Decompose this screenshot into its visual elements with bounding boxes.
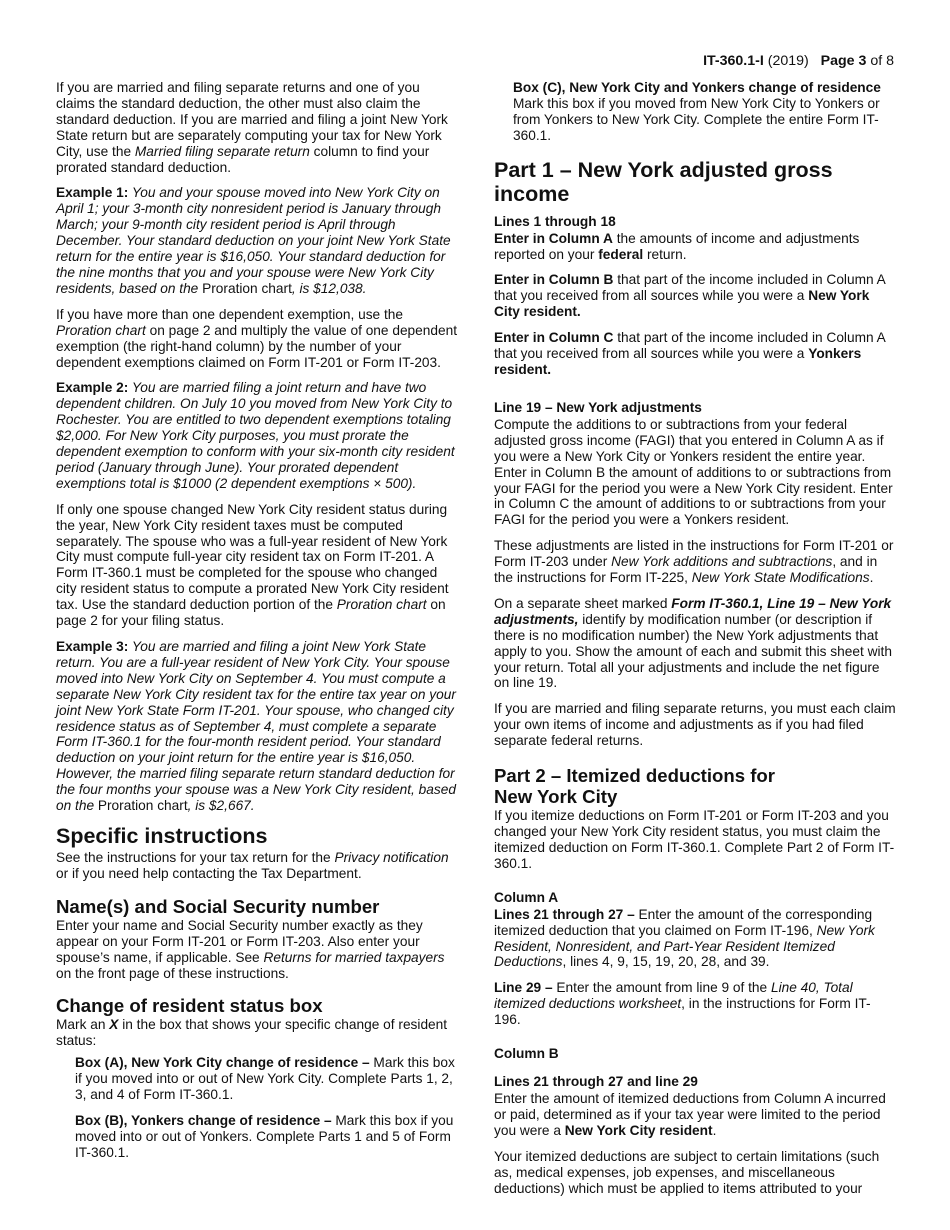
- married-separate-paragraph: If you are married and filing separate returns and one of you claims the standard deduction, the other must also claim the standard deduction. If you are married and filing a joint New York State return but are separately computing your tax for New York City, use the Married filing separate return column to find your prorated standard deduction.: [56, 80, 448, 175]
- example-2: Example 2: You are married filing a joint return and have two dependent children. On July 10 you moved from New York City to Rochester. You are entitled to two dependent exemptions totaling $2,000. For New York City purposes, you must prorate the dependent exemption to conform with your six-month city resident period (January through June). Your prorated dependent exemptions total is $1000 (2 dependent exemptions × 500).: [56, 380, 455, 491]
- left-column: [56, 80, 458, 1171]
- example-3: Example 3: You are married and filing a joint New York State return. You are a full-year resident of New York City. Your spouse moved into New York City on September 4. You must compute a separate New York City resident tax for the entire tax year on your joint New York State Form IT-201. Your spouse, who changed city residence status as of September 4, must complete a separate Form IT-360.1 for the four-month resident period. Your standard deduction on your joint return for the entire year is $16,050. However, the married filing separate return standard deduction for the four months your spouse was a New York City resident, based on the Proration chart, is $2,667.: [56, 639, 456, 814]
- page-number: 3: [858, 53, 867, 69]
- line-19-paragraph-4: If you are married and filing separate returns, you must each claim your own items of income and adjustments as if you had filed separate federal returns.: [494, 701, 896, 749]
- page-label: Page: [820, 53, 855, 69]
- dependent-exemption-paragraph: If you have more than one dependent exemption, use the Proration chart on page 2 and multiply the value of one dependent exemption (the right-hand column) by the number of your dependent exemptions claimed on Form IT-201 or Form IT-203.: [56, 306, 458, 370]
- column-b-paragraph-2: Your itemized deductions are subject to certain limitations (such as, medical expenses, job expenses, and miscellaneous deductions) which must be applied to items attributed to your: [494, 1148, 880, 1196]
- page-header: [703, 52, 894, 70]
- line-19-paragraph-2: These adjustments are listed in the instructions for Form IT-201 or Form IT-203 under New York additions and subtractions, and in the instructions for Form IT-225, New York State Modifications.: [494, 538, 894, 586]
- column-b-paragraph: Enter in Column B that part of the income included in Column A that you received from all sources while you were a New York City resident.: [494, 272, 886, 320]
- part2-paragraph: If you itemize deductions on Form IT-201 or Form IT-203 and you changed your New York City resident status, you must claim the itemized deduction on Form IT-360.1. Complete Part 2 of Form IT-360.1.: [494, 808, 895, 871]
- line-29-paragraph: Line 29 – Enter the amount from line 9 of the Line 40, Total itemized deductions worksheet, in the instructions for Form IT-196.: [494, 980, 871, 1028]
- names-ssn-paragraph: Enter your name and Social Security number exactly as they appear on your Form IT-201 or Form IT-203. Also enter your spouse’s name, if applicable. See Returns for married taxpayers on the front page of these instructions.: [56, 917, 445, 981]
- column-b-paragraph-1: Enter the amount of itemized deductions from Column A incurred or paid, determined as if your tax year were limited to the period you were a New York City resident.: [494, 1091, 886, 1138]
- box-b-paragraph: Box (B), Yonkers change of residence – Mark this box if you moved into or out of Yonkers. Complete Parts 1 and 5 of Form IT-360.1.: [75, 1112, 454, 1160]
- column-c-paragraph: Enter in Column C that part of the income included in Column A that you received from all sources while you were a Yonkers resident.: [494, 330, 886, 377]
- part2-heading: Part 2 – Itemized deductions for New York City: [494, 765, 776, 808]
- change-status-paragraph: Mark an X in the box that shows your specific change of resident status:: [56, 1017, 448, 1049]
- column-a-paragraph: Enter in Column A the amounts of income and adjustments reported on your federal return.: [494, 230, 860, 262]
- box-a-paragraph: Box (A), New York City change of residence – Mark this box if you moved into or out of New York City. Complete Parts 1, 2, 3, and 4 of Form IT-360.1.: [75, 1055, 455, 1103]
- example-1: Example 1: You and your spouse moved into New York City on April 1; your 3-month city nonresident period is January through March; your 9-month city resident period is April through December. Your standard deduction on your joint New York State return for the entire year is $16,050. Your standard deduction for the nine months that you and your spouse were New York City residents, based on the Proration chart, is $12,038.: [56, 185, 451, 296]
- column-a-heading: Column A: [494, 889, 559, 905]
- box-c-paragraph: Box (C), New York City and Yonkers change of residence Mark this box if you moved from New York City to Yonkers or from Yonkers to New York City. Complete the entire Form IT-360.1.: [513, 80, 881, 143]
- right-column: [494, 80, 896, 1197]
- form-year: (2019): [767, 53, 809, 69]
- specific-instructions-paragraph: See the instructions for your tax return for the Privacy notification or if you need help contacting the Tax Department.: [56, 849, 449, 881]
- line-19-heading: Line 19 – New York adjustments: [494, 399, 702, 415]
- line-19-paragraph-3: On a separate sheet marked Form IT-360.1, Line 19 – New York adjustments, identify by modification number (or description if there is no modification number) the New York adjustments that apply to you. Show the amount of each and submit this sheet with your return. Total all your adjustments and include the net figure on line 19.: [494, 595, 892, 691]
- names-ssn-heading: Name(s) and Social Security number: [56, 895, 380, 917]
- specific-instructions-heading: Specific instructions: [56, 823, 268, 848]
- page-total: of 8: [870, 53, 894, 69]
- lines-21-27-paragraph: Lines 21 through 27 – Enter the amount of the corresponding itemized deduction that you claimed on Form IT-196, New York Resident, Nonresident, and Part-Year Resident Itemized Deductions, lines 4, 9, 15, 19, 20, 28, and 39.: [494, 906, 875, 970]
- column-b-heading: Column B: [494, 1046, 559, 1062]
- lines-21-27-29-heading: Lines 21 through 27 and line 29: [494, 1074, 698, 1090]
- part1-heading: Part 1 – New York adjusted gross income: [494, 157, 833, 206]
- line-19-paragraph-1: Compute the additions to or subtractions from your federal adjusted gross income (FAGI) that you entered in Column A as if you were a New York City or Yonkers resident the entire year. Enter in Column B the amount of additions to or subtractions from your FAGI for the period you were a New York City resident. Enter in Column C the amount of additions to or subtractions from your FAGI for the period you were a Yonkers resident.: [494, 416, 893, 528]
- one-spouse-paragraph: If only one spouse changed New York City resident status during the year, New York City resident taxes must be computed separately. The spouse who was a full-year resident of New York City must compute full-year city resident tax on Form IT-201. A Form IT-360.1 must be completed for the spouse who changed city resident status to compute a prorated New York City resident tax. Use the standard deduction portion of the Proration chart on page 2 for your filing status.: [56, 501, 449, 629]
- change-status-heading: Change of resident status box: [56, 995, 323, 1017]
- lines-1-18-heading: Lines 1 through 18: [494, 213, 616, 229]
- form-id: IT-360.1-I: [703, 53, 764, 69]
